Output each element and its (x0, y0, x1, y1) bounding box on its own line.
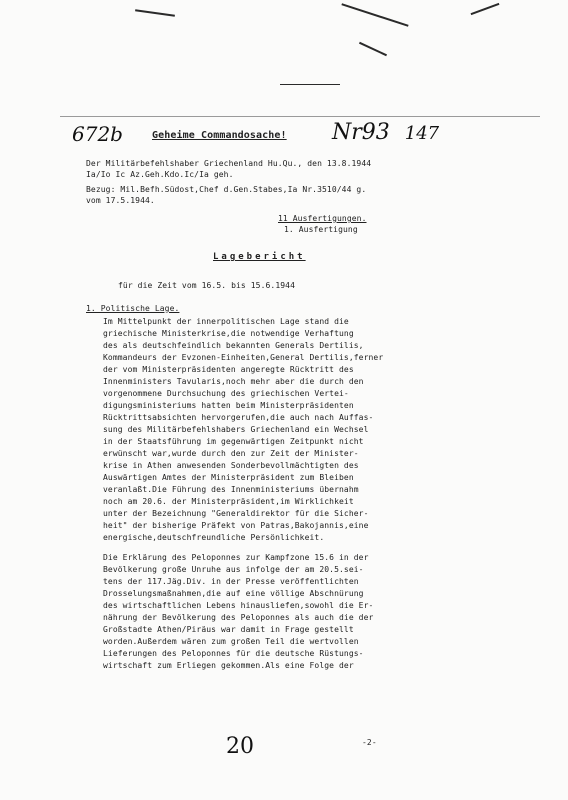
scan-mark-top-left (135, 9, 175, 17)
copies-count: 11 Ausfertigungen. (278, 214, 367, 223)
reference-line-1: Bezug: Mil.Befh.Südost,Chef d.Gen.Stabes,Ia Nr.3510/44 g. (86, 185, 367, 194)
document-number-handwritten (332, 120, 439, 145)
scan-speck (60, 116, 540, 117)
secret-stamp: Geheime Commandosache! (152, 130, 287, 141)
body-line: Rücktrittsabsichten hervorgerufen,die auch nach Auffas- (103, 413, 374, 422)
body-line: des wirtschaftlichen Lebens hinausliefen,sowohl die Er- (103, 601, 374, 610)
scan-speck (280, 84, 340, 85)
body-line: nährung der Bevölkerung des Peloponnes als auch die der (103, 613, 374, 622)
letterhead-line-1: Der Militärbefehlshaber Griechenland Hu.Qu., den 13.8.1944 (86, 159, 372, 168)
body-line: vorgenommene Durchsuchung des griechischen Vertei- (103, 389, 349, 398)
body-line: Bevölkerung große Unruhe aus infolge der am 20.5.sei- (103, 565, 364, 574)
letterhead-line-2: Ia/Io Ic Az.Geh.Kdo.Ic/Ia geh. (86, 170, 234, 179)
body-line: Großstadte Athen/Piräus war damit in Frage gestellt (103, 625, 354, 634)
body-line: sung des Militärbefehlshabers Griechenland ein Wechsel (103, 425, 369, 434)
body-line: energische,deutschfreundliche Persönlichkeit. (103, 533, 325, 542)
document-number: Nr93 (332, 120, 390, 145)
copy-number: 1. Ausfertigung (284, 225, 358, 234)
body-line: noch am 20.6. der Ministerpräsident,im Wirklichkeit (103, 497, 354, 506)
body-line: tens der 117.Jäg.Div. in der Presse veröffentlichten (103, 577, 359, 586)
body-line: Innenministers Tavularis,noch mehr aber die durch den (103, 377, 364, 386)
section-heading: 1. Politische Lage. (86, 304, 180, 313)
body-line: Auswärtigen Amtes der Ministerpräsident zum Bleiben (103, 473, 354, 482)
scan-speck (359, 42, 387, 56)
body-line: veranlaßt.Die Führung des Innenministeriums übernahm (103, 485, 359, 494)
body-line: in der Staatsführung im gegenwärtigen Zeitpunkt nicht (103, 437, 364, 446)
page-marker: -2- (362, 738, 377, 747)
file-number-handwritten: 672b (72, 122, 123, 146)
report-period: für die Zeit vom 16.5. bis 15.6.1944 (118, 281, 295, 290)
body-line: des als deutschfeindlich bekannten Generals Dertilis, (103, 341, 364, 350)
body-line: digungsministeriums hatten beim Ministerpräsidenten (103, 401, 354, 410)
body-line: Im Mittelpunkt der innerpolitischen Lage stand die (103, 317, 349, 326)
body-line: wirtschaft zum Erliegen gekommen.Als eine Folge der (103, 661, 354, 670)
document-number-suffix: 147 (404, 123, 440, 144)
handwritten-page-number: 20 (226, 734, 254, 759)
scan-mark-top-right (471, 3, 500, 15)
body-line: Die Erklärung des Peloponnes zur Kampfzone 15.6 in der (103, 553, 369, 562)
body-line: heit" der bisherige Präfekt von Patras,Bakojannis,eine (103, 521, 369, 530)
body-line: unter der Bezeichnung "Generaldirektor für die Sicher- (103, 509, 369, 518)
body-line: Lieferungen des Peloponnes für die deutsche Rüstungs- (103, 649, 364, 658)
body-line: der vom Ministerpräsidenten angeregte Rücktritt des (103, 365, 354, 374)
body-line: griechische Ministerkrise,die notwendige Verhaftung (103, 329, 354, 338)
reference-line-2: vom 17.5.1944. (86, 196, 155, 205)
body-line: Drosselungsmaßnahmen,die auf eine völlige Abschnürung (103, 589, 364, 598)
scan-mark-top-center (341, 3, 408, 27)
body-line: worden.Außerdem wären zum großen Teil die wertvollen (103, 637, 359, 646)
body-line: Kommandeurs der Evzonen-Einheiten,General Dertilis,ferner (103, 353, 384, 362)
body-line: krise in Athen anwesenden Sonderbevollmächtigten des (103, 461, 359, 470)
body-line: erwünscht war,wurde durch den zur Zeit der Minister- (103, 449, 359, 458)
report-title: Lagebericht (213, 252, 306, 262)
